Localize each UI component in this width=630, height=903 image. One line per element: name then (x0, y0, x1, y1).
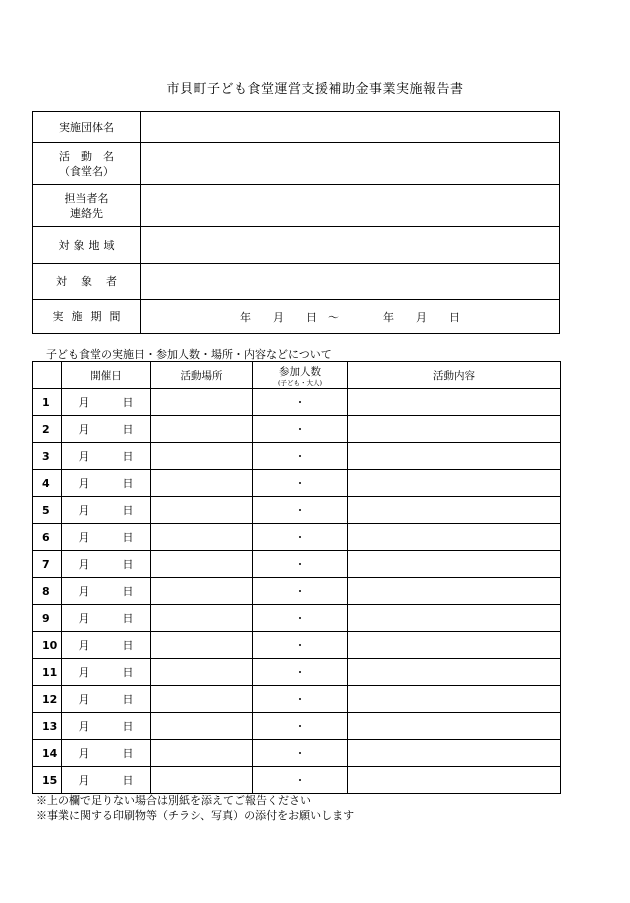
row-number: 8 (33, 578, 62, 605)
date-cell[interactable]: 月 日 (62, 659, 151, 686)
place-cell[interactable] (151, 443, 253, 470)
activity-label (33, 143, 141, 185)
period-label: 実施期間 (33, 300, 141, 334)
period-field[interactable]: 年 月 日 ～ 年 月 日 (141, 300, 560, 334)
participants-cell[interactable]: ・ (253, 740, 348, 767)
table-row (33, 551, 561, 578)
content-cell[interactable] (348, 443, 561, 470)
date-cell[interactable]: 月 日 (62, 551, 151, 578)
place-cell[interactable] (151, 497, 253, 524)
table-row (33, 713, 561, 740)
row-number: 4 (33, 470, 62, 497)
row-number: 7 (33, 551, 62, 578)
schedule-header-row (33, 362, 561, 389)
row-number: 9 (33, 605, 62, 632)
participants-cell[interactable]: ・ (253, 686, 348, 713)
date-cell[interactable]: 月 日 (62, 605, 151, 632)
place-cell[interactable] (151, 605, 253, 632)
row-number: 12 (33, 686, 62, 713)
header-date: 開催日 (62, 362, 151, 389)
table-row (33, 443, 561, 470)
table-row (33, 659, 561, 686)
date-cell[interactable]: 月 日 (62, 416, 151, 443)
content-cell[interactable] (348, 497, 561, 524)
period-row (33, 300, 560, 334)
activity-row (33, 143, 560, 185)
content-cell[interactable] (348, 713, 561, 740)
row-number: 2 (33, 416, 62, 443)
date-cell[interactable]: 月 日 (62, 686, 151, 713)
table-row (33, 686, 561, 713)
place-cell[interactable] (151, 686, 253, 713)
table-row (33, 389, 561, 416)
table-row (33, 605, 561, 632)
row-number: 13 (33, 713, 62, 740)
date-cell[interactable]: 月 日 (62, 470, 151, 497)
place-cell[interactable] (151, 713, 253, 740)
contact-field[interactable] (141, 185, 560, 227)
participants-cell[interactable]: ・ (253, 416, 348, 443)
row-number: 14 (33, 740, 62, 767)
row-number: 6 (33, 524, 62, 551)
participants-cell[interactable]: ・ (253, 767, 348, 794)
content-cell[interactable] (348, 470, 561, 497)
activity-label-line1: 活 動 名 (59, 149, 114, 163)
contact-label-line1: 担当者名 (64, 191, 109, 205)
table-row (33, 416, 561, 443)
participants-cell[interactable]: ・ (253, 713, 348, 740)
content-cell[interactable] (348, 389, 561, 416)
place-cell[interactable] (151, 740, 253, 767)
header-content: 活動内容 (348, 362, 561, 389)
content-cell[interactable] (348, 578, 561, 605)
page-title: 市貝町子ども食堂運営支援補助金事業実施報告書 (166, 82, 464, 97)
note-2: ※事業に関する印刷物等（チラシ、写真）の添付をお願いします (36, 809, 355, 822)
content-cell[interactable] (348, 524, 561, 551)
activity-label-line2: （食堂名） (59, 164, 114, 178)
area-row (33, 227, 560, 264)
row-number: 11 (33, 659, 62, 686)
schedule-subheading: 子ども食堂の実施日・参加人数・場所・内容などについて (46, 348, 332, 361)
table-row (33, 470, 561, 497)
target-row (33, 264, 560, 300)
date-cell[interactable]: 月 日 (62, 578, 151, 605)
place-cell[interactable] (151, 632, 253, 659)
participants-cell[interactable]: ・ (253, 605, 348, 632)
participants-cell[interactable]: ・ (253, 497, 348, 524)
area-field[interactable] (141, 227, 560, 264)
table-row (33, 632, 561, 659)
participants-cell[interactable]: ・ (253, 470, 348, 497)
org-label: 実施団体名 (33, 112, 141, 143)
row-number: 1 (33, 389, 62, 416)
participants-cell[interactable]: ・ (253, 389, 348, 416)
content-cell[interactable] (348, 416, 561, 443)
participants-cell[interactable]: ・ (253, 551, 348, 578)
date-cell[interactable]: 月 日 (62, 632, 151, 659)
header-participants-sub: (子ども・大人) (277, 378, 323, 387)
header-participants-label: 参加人数 (279, 365, 321, 378)
schedule-table (32, 361, 561, 794)
row-number: 15 (33, 767, 62, 794)
target-field[interactable] (141, 264, 560, 300)
place-cell[interactable] (151, 389, 253, 416)
date-cell[interactable]: 月 日 (62, 524, 151, 551)
participants-cell[interactable]: ・ (253, 659, 348, 686)
participants-cell[interactable]: ・ (253, 524, 348, 551)
place-cell[interactable] (151, 470, 253, 497)
date-cell[interactable]: 月 日 (62, 497, 151, 524)
date-cell[interactable]: 月 日 (62, 443, 151, 470)
contact-label (33, 185, 141, 227)
area-label: 対象地域 (33, 227, 141, 264)
note-1: ※上の欄で足りない場合は別紙を添えてご報告ください (36, 794, 311, 807)
row-number: 10 (33, 632, 62, 659)
content-cell[interactable] (348, 740, 561, 767)
date-cell[interactable]: 月 日 (62, 767, 151, 794)
table-row (33, 578, 561, 605)
place-cell[interactable] (151, 524, 253, 551)
date-cell[interactable]: 月 日 (62, 713, 151, 740)
participants-cell[interactable]: ・ (253, 443, 348, 470)
date-cell[interactable]: 月 日 (62, 389, 151, 416)
header-number (33, 362, 62, 389)
contact-row (33, 185, 560, 227)
content-cell[interactable] (348, 767, 561, 794)
content-cell[interactable] (348, 659, 561, 686)
org-row (33, 112, 560, 143)
target-label: 対象者 (33, 264, 141, 300)
participants-cell[interactable]: ・ (253, 632, 348, 659)
info-table (32, 111, 560, 334)
table-row (33, 524, 561, 551)
table-row (33, 767, 561, 794)
contact-label-line2: 連絡先 (70, 206, 103, 220)
content-cell[interactable] (348, 632, 561, 659)
org-field[interactable] (141, 112, 560, 143)
place-cell[interactable] (151, 767, 253, 794)
place-cell[interactable] (151, 416, 253, 443)
date-cell[interactable]: 月 日 (62, 740, 151, 767)
content-cell[interactable] (348, 605, 561, 632)
place-cell[interactable] (151, 551, 253, 578)
row-number: 5 (33, 497, 62, 524)
place-cell[interactable] (151, 659, 253, 686)
participants-cell[interactable]: ・ (253, 578, 348, 605)
header-participants (253, 362, 348, 389)
place-cell[interactable] (151, 578, 253, 605)
notes (36, 793, 354, 823)
activity-field[interactable] (141, 143, 560, 185)
table-row (33, 497, 561, 524)
content-cell[interactable] (348, 551, 561, 578)
header-place: 活動場所 (151, 362, 253, 389)
content-cell[interactable] (348, 686, 561, 713)
table-row (33, 740, 561, 767)
row-number: 3 (33, 443, 62, 470)
